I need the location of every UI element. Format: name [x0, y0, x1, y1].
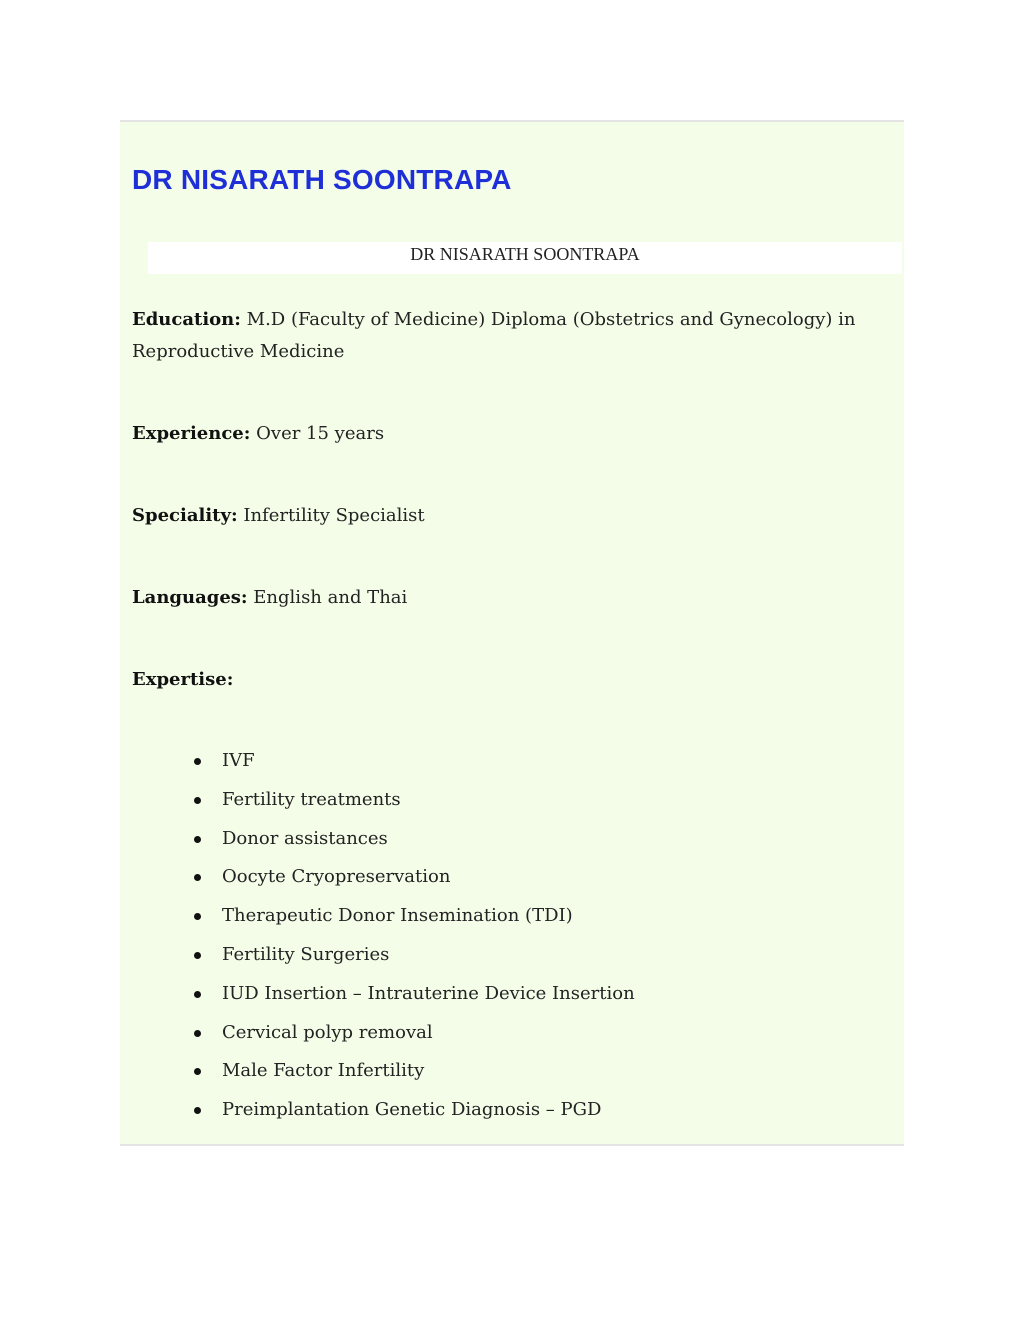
doctor-photo-caption: DR NISARATH SOONTRAPA: [148, 242, 902, 274]
expertise-item: [190, 1019, 635, 1058]
expertise-item-text: Donor assistances: [222, 827, 388, 849]
expertise-item: [190, 825, 635, 864]
speciality-field: [132, 500, 872, 532]
experience-field: [132, 418, 872, 450]
expertise-item-text: IUD Insertion – Intrauterine Device Insertion: [222, 982, 635, 1004]
expertise-item: [190, 1057, 635, 1096]
expertise-item: [190, 786, 635, 825]
languages-value: English and Thai: [253, 587, 408, 608]
bullet-icon: [194, 952, 201, 959]
speciality-label: Speciality:: [132, 505, 238, 526]
education-field: [132, 304, 872, 368]
expertise-label: Expertise:: [132, 669, 234, 690]
languages-field: [132, 582, 872, 614]
bullet-icon: [194, 1068, 201, 1075]
doctor-profile-card: [120, 120, 904, 1146]
expertise-item-text: Therapeutic Donor Insemination (TDI): [222, 905, 573, 927]
expertise-item: [190, 902, 635, 941]
expertise-field: [132, 664, 872, 696]
bullet-icon: [194, 797, 201, 804]
education-label: Education:: [132, 309, 241, 330]
bullet-icon: [194, 991, 201, 998]
bullet-icon: [194, 1030, 201, 1037]
languages-label: Languages:: [132, 587, 248, 608]
expertise-list: [190, 747, 635, 1135]
expertise-item-text: Preimplantation Genetic Diagnosis – PGD: [222, 1099, 602, 1121]
bullet-icon: [194, 874, 201, 881]
page-title: DR NISARATH SOONTRAPA: [132, 164, 512, 195]
expertise-item: [190, 1096, 635, 1135]
expertise-item-text: Cervical polyp removal: [222, 1021, 433, 1043]
expertise-item-text: IVF: [222, 750, 255, 771]
experience-value: Over 15 years: [256, 423, 385, 444]
expertise-item-text: Fertility Surgeries: [222, 943, 390, 965]
bullet-icon: [194, 758, 201, 765]
expertise-item-text: Male Factor Infertility: [222, 1060, 425, 1082]
expertise-item: [190, 941, 635, 980]
bullet-icon: [194, 913, 201, 920]
expertise-item: [190, 863, 635, 902]
experience-label: Experience:: [132, 423, 251, 444]
expertise-item-text: Fertility treatments: [222, 788, 401, 810]
expertise-item: [190, 747, 635, 786]
education-value: M.D (Faculty of Medicine) Diploma (Obstetrics and Gynecology) in Reproductive Medicine: [132, 309, 856, 362]
speciality-value: Infertility Specialist: [243, 505, 425, 526]
expertise-item-text: Oocyte Cryopreservation: [222, 866, 451, 888]
bullet-icon: [194, 1107, 201, 1114]
bullet-icon: [194, 836, 201, 843]
expertise-item: [190, 980, 635, 1019]
